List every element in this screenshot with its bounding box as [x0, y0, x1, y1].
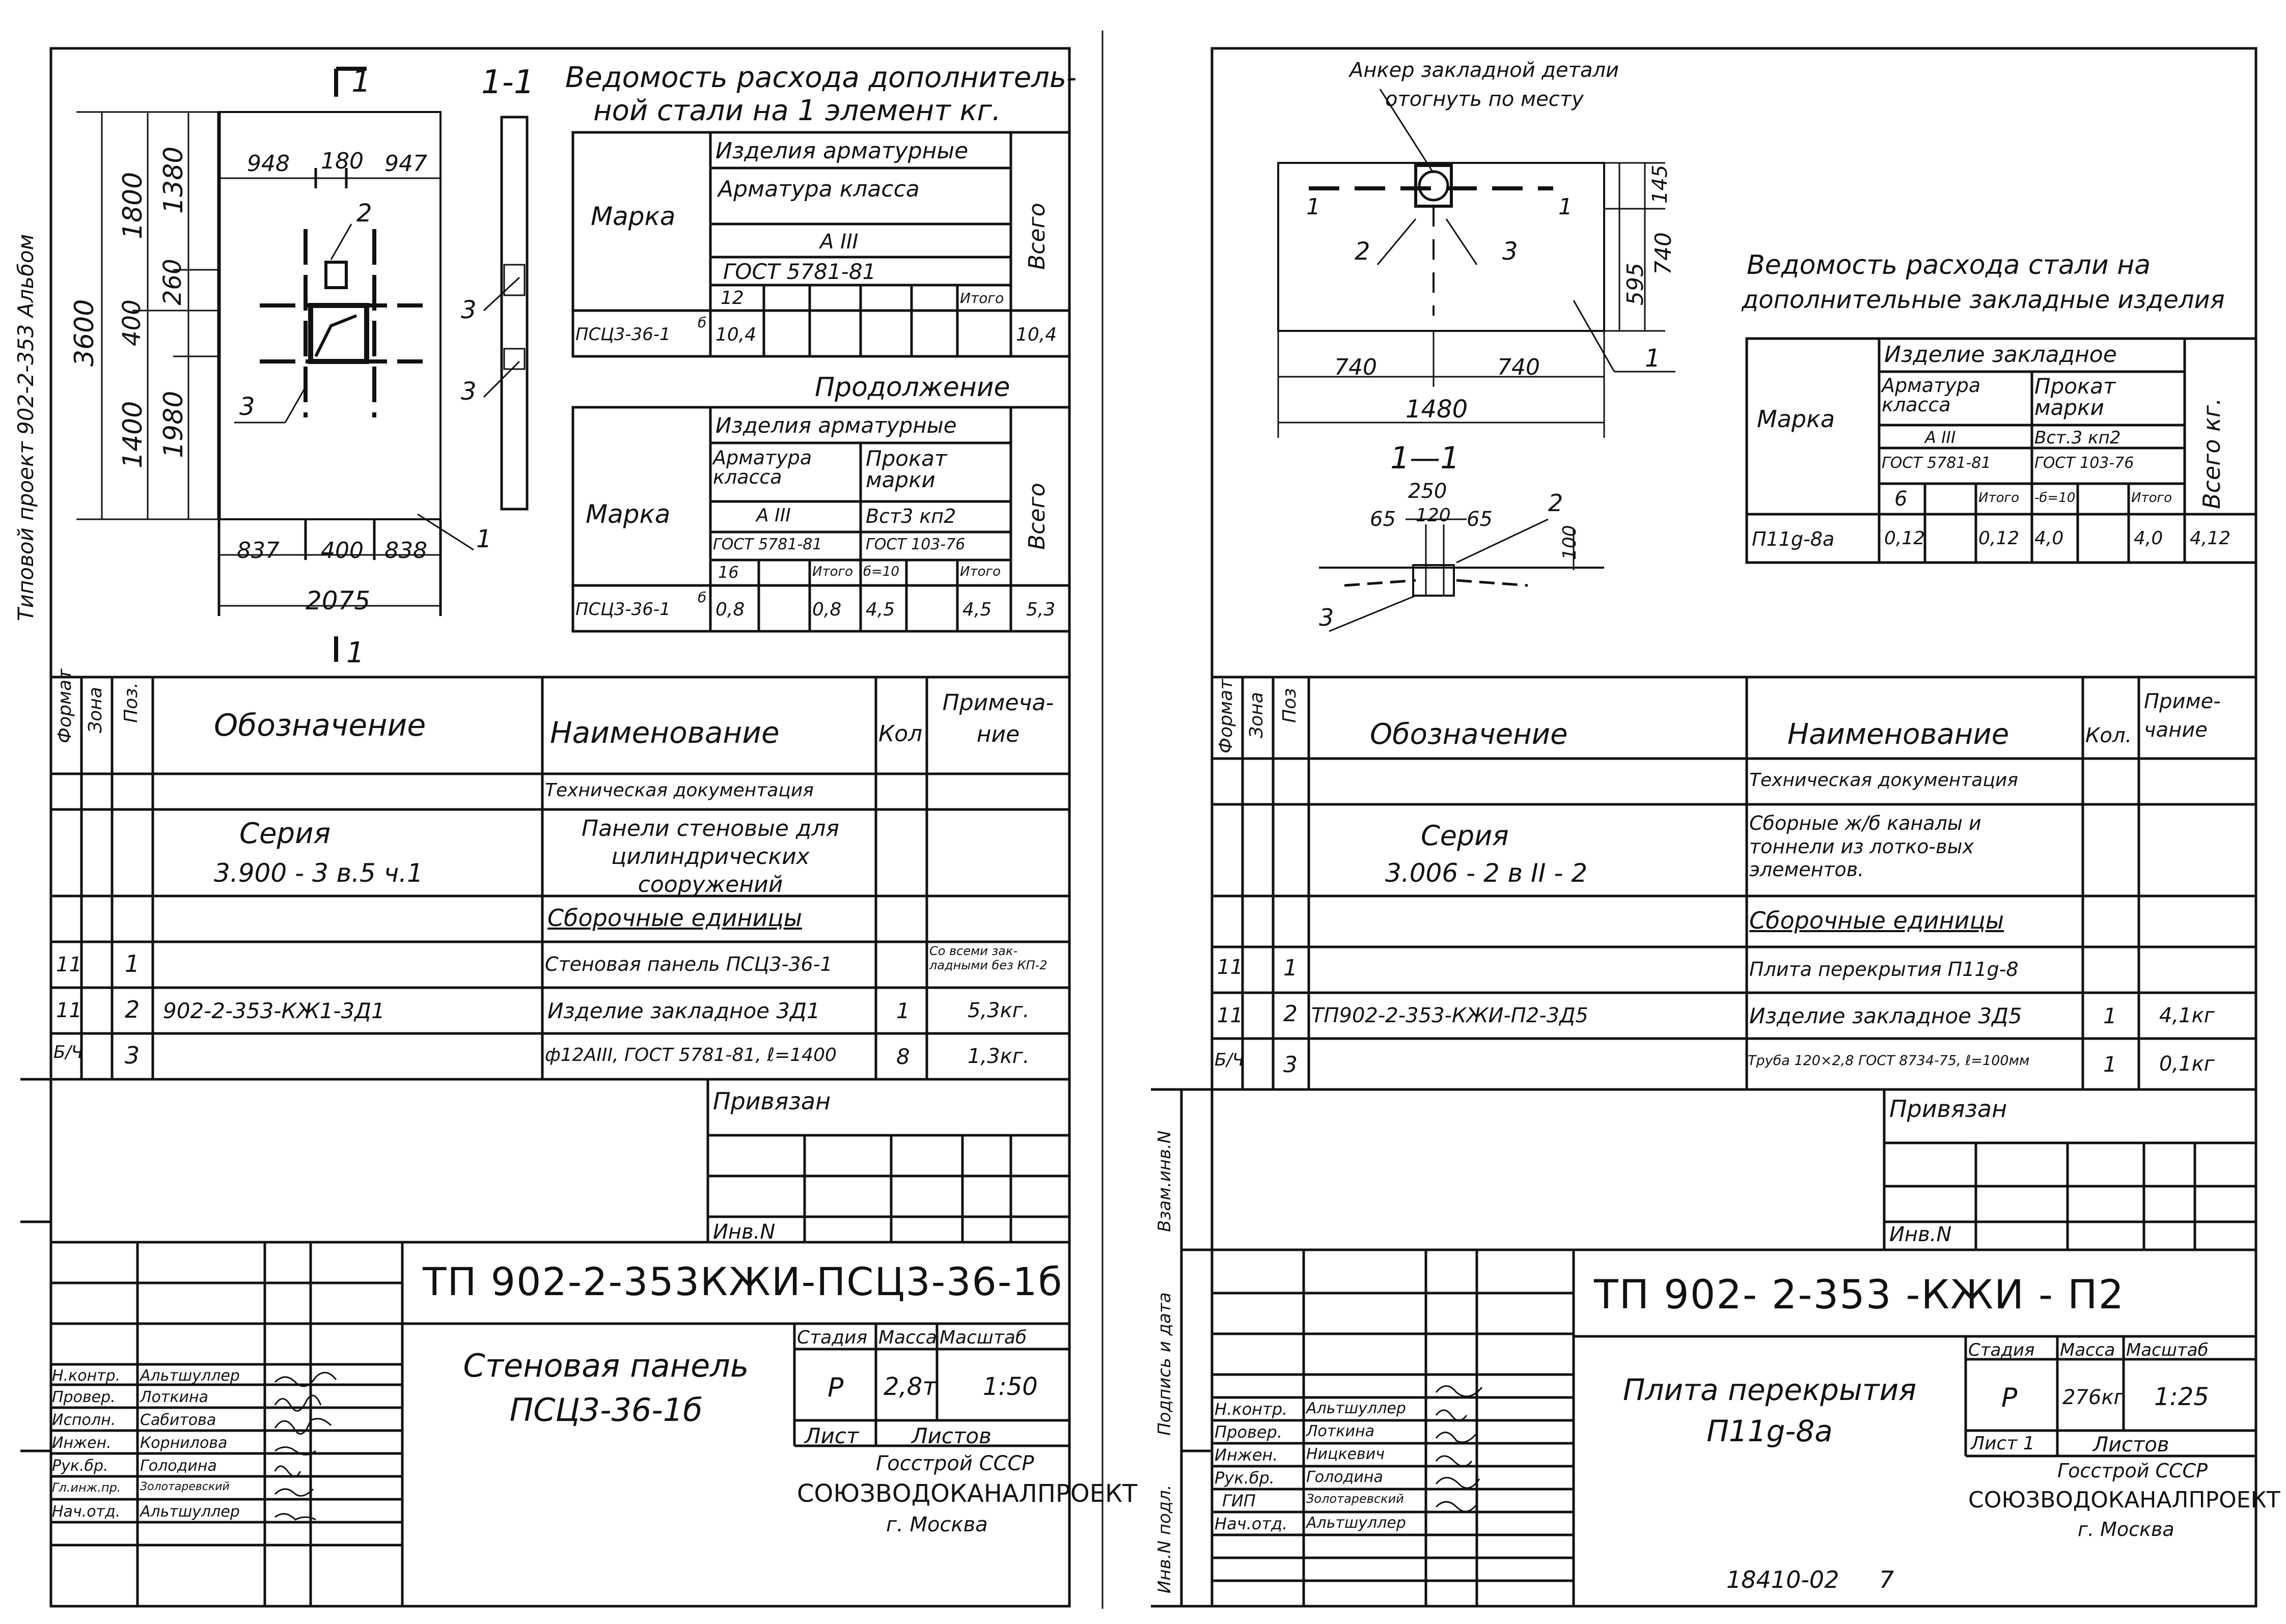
- table-cell: 10,4: [1016, 324, 1057, 345]
- title-cell: Лист 1: [1971, 1433, 2035, 1454]
- role-label: ГИП: [1222, 1491, 1256, 1510]
- spec-cell: 5,3кг.: [968, 999, 1030, 1022]
- name-label: Альтшуллер: [140, 1503, 240, 1521]
- dim-label: 1400: [118, 401, 148, 468]
- table-cell: б: [698, 589, 707, 606]
- table-cell: ГОСТ 5781-81: [713, 536, 822, 553]
- leader-label: 1: [1558, 194, 1573, 220]
- table-cell: 0,12: [1978, 528, 2020, 549]
- spec-cell: 1: [2103, 1052, 2117, 1077]
- title-cell: 276кг: [2062, 1386, 2125, 1409]
- title-cell: 1:25: [2154, 1383, 2209, 1411]
- spec-cell: Труба 120×2,8 ГОСТ 8734-75, ℓ=100мм: [1748, 1053, 2030, 1069]
- table-cell: 4,5: [962, 599, 992, 620]
- table-cell: Итого: [960, 290, 1004, 306]
- spec-header: Зона: [1246, 692, 1267, 738]
- title-cell: 1:50: [983, 1373, 1038, 1401]
- dim-label: 1380: [158, 146, 189, 214]
- table-cell: Вст.3 кп2: [2034, 428, 2121, 448]
- name-label: Сабитова: [140, 1411, 216, 1429]
- footer-page: 7: [1879, 1566, 1894, 1593]
- table-cell: 0,12: [1884, 528, 1925, 549]
- table-cell: Всего: [1024, 483, 1050, 550]
- privyazan-label: Привязан: [713, 1087, 831, 1115]
- name-label: Альтшуллер: [1306, 1514, 1406, 1532]
- spec-cell: Серия: [239, 817, 331, 850]
- table-cell: Итого: [1978, 490, 2020, 506]
- table-cell: ГОСТ 103-76: [2034, 454, 2134, 472]
- table-cell: Всего: [1024, 203, 1050, 270]
- name-label: Лоткина: [1306, 1422, 1375, 1440]
- table-cell: Изделия арматурные: [715, 138, 969, 164]
- inv-label: Инв.N: [1889, 1223, 1952, 1246]
- title-name: Плита перекрытия П11g-8а: [1622, 1373, 1917, 1449]
- title-cell: Масса: [2060, 1340, 2115, 1360]
- title-cell: 2,8т: [884, 1373, 937, 1401]
- table-cell: 10,4: [715, 324, 757, 345]
- spec-header: Поз.: [121, 682, 142, 723]
- dim-label: 947: [384, 151, 427, 177]
- dim-label: 595: [1622, 263, 1648, 305]
- table-cell: А III: [756, 505, 791, 526]
- spec-cell: 11: [1217, 1004, 1243, 1027]
- title-cell: Р: [828, 1373, 844, 1403]
- spec-cell: Сборочные единицы: [547, 904, 803, 932]
- org-name: Госстрой СССР: [2057, 1460, 2208, 1482]
- leader-label: 1: [1306, 194, 1320, 220]
- spec-header: Формат: [54, 668, 75, 743]
- role-label: Инжен.: [52, 1434, 112, 1452]
- leader-label: 3: [461, 377, 477, 406]
- title-cell: Листов: [912, 1423, 991, 1448]
- dim-label: 180: [321, 148, 364, 174]
- dim-label: 100: [1559, 525, 1580, 560]
- spec-cell: Б/Ч: [1215, 1050, 1245, 1070]
- leader-label: 2: [1548, 489, 1563, 517]
- spec-cell: 3: [125, 1042, 140, 1069]
- spec-cell: Б/Ч: [53, 1042, 84, 1062]
- dim-label: 740: [1334, 354, 1377, 380]
- dim-label: 3600: [69, 299, 100, 367]
- spec-cell: 11: [56, 999, 82, 1022]
- role-label: Гл.инж.пр.: [52, 1480, 121, 1495]
- org-name: СОЮЗВОДОКАНАЛПРОЕКТ: [797, 1479, 1138, 1508]
- spec-cell: 902-2-353-КЖ1-3Д1: [163, 998, 385, 1023]
- title-cell: Листов: [2093, 1433, 2169, 1457]
- role-label: Н.контр.: [52, 1367, 121, 1385]
- section-mark: 1: [346, 636, 365, 669]
- table-cell: 4,0: [2034, 528, 2064, 549]
- spec-cell: 1: [2103, 1003, 2117, 1028]
- name-label: Лоткина: [140, 1388, 209, 1406]
- dim-label: 260: [158, 259, 187, 305]
- spec-cell: 2: [125, 996, 140, 1023]
- spec-header: Формат: [1216, 679, 1236, 753]
- dim-label: 740: [1497, 354, 1540, 380]
- title-cell: Стадия: [1968, 1340, 2035, 1360]
- spec-header: Наименование: [550, 715, 780, 750]
- table-cell: 12: [721, 288, 744, 309]
- anchor-note: Анкер закладной детали: [1349, 59, 1619, 82]
- table-cell: Всего кг.: [2198, 398, 2225, 509]
- spec-cell: Техническая документация: [1749, 770, 2018, 791]
- role-label: Рук.бр.: [52, 1457, 108, 1475]
- section-label: 1-1: [481, 64, 535, 101]
- spec-cell: 3.006 - 2 в II - 2: [1385, 858, 1588, 888]
- leader-label: 1: [476, 525, 492, 553]
- spec-header: Кол.: [2085, 724, 2132, 747]
- table-cell: ГОСТ 103-76: [866, 536, 966, 553]
- side-label: Взам.инв.N: [1154, 1130, 1175, 1232]
- spec-cell: Техническая документация: [545, 780, 814, 801]
- role-label: Н.контр.: [1215, 1399, 1288, 1419]
- spec-cell: 1: [1283, 955, 1298, 981]
- spec-cell: Сборочные единицы: [1749, 907, 2004, 934]
- table-cell: 4,12: [2190, 528, 2231, 549]
- dim-label: 740: [1650, 232, 1676, 275]
- spec-cell: 3.900 - 3 в.5 ч.1: [214, 858, 423, 888]
- role-label: Нач.отд.: [1215, 1514, 1288, 1533]
- anchor-note: отогнуть по месту: [1385, 88, 1584, 111]
- role-label: Провер.: [1215, 1422, 1282, 1442]
- doc-code: ТП 902- 2-353 -КЖИ - П2: [1594, 1272, 2125, 1318]
- table-cell: ПСЦ3-36-1: [575, 599, 671, 620]
- title-cell: Лист: [805, 1423, 859, 1448]
- table-cell: Марка: [1757, 405, 1835, 433]
- table-cell: Итого: [812, 564, 853, 579]
- spec-cell: 1,3кг.: [968, 1045, 1030, 1068]
- dim-label: 400: [321, 538, 364, 564]
- leader-label: 3: [1319, 604, 1334, 631]
- dim-label: 1980: [158, 390, 189, 458]
- org-name: г. Москва: [2078, 1518, 2174, 1541]
- name-label: Голодина: [140, 1457, 217, 1475]
- dim-label: 948: [247, 151, 290, 177]
- side-label: Инв.N подл.: [1154, 1485, 1175, 1593]
- spec-cell: Изделие закладное 3Д1: [547, 998, 820, 1023]
- leader-label: 3: [1502, 237, 1518, 266]
- dim-label: 1800: [118, 172, 148, 239]
- spec-header: Примеча-ние: [942, 690, 1054, 747]
- spec-cell: Изделие закладное 3Д5: [1749, 1003, 2022, 1028]
- leader-label: 2: [1355, 237, 1370, 266]
- spec-header: Наименование: [1787, 718, 2009, 751]
- leader-label: 1: [1645, 344, 1661, 373]
- dim-label: 1480: [1406, 395, 1468, 424]
- table-cell: Изделие закладное: [1884, 342, 2117, 368]
- name-label: Голодина: [1306, 1468, 1383, 1486]
- spec-header: Зона: [85, 687, 106, 733]
- role-label: Исполн.: [52, 1411, 116, 1429]
- section-label: 1—1: [1390, 440, 1460, 476]
- dim-label: 837: [237, 538, 280, 564]
- name-label: Альтшуллер: [1306, 1399, 1406, 1417]
- spec-header: Обозначение: [1370, 718, 1568, 751]
- spec-cell: Сборные ж/б каналы и тоннели из лотко-вых элементов.: [1749, 812, 1981, 881]
- table-cell: Итого: [960, 564, 1001, 579]
- sheet-title: Ведомость расхода дополнитель-: [565, 61, 1077, 94]
- title-name: Стеновая панель ПСЦ3-36-1б: [463, 1347, 749, 1429]
- name-label: Корнилова: [140, 1434, 228, 1452]
- spec-cell: 2: [1283, 1001, 1298, 1027]
- doc-code: ТП 902-2-353КЖИ-ПСЦ3-36-1б: [423, 1259, 1063, 1304]
- table-cell: Изделия арматурные: [715, 413, 957, 438]
- role-label: Рук.бр.: [1215, 1468, 1275, 1488]
- sheet-title: ной стали на 1 элемент кг.: [593, 94, 1001, 127]
- spec-header: Поз: [1279, 688, 1300, 723]
- continuation-label: Продолжение: [815, 372, 1010, 403]
- table-cell: Арматура класса: [718, 176, 920, 202]
- spec-cell: Плита перекрытия П11g-8: [1749, 958, 2019, 981]
- footer-number: 18410-02: [1726, 1566, 1839, 1593]
- table-cell: 16: [718, 563, 739, 582]
- table-cell: П11g-8а: [1752, 528, 1835, 550]
- dim-label: 400: [118, 299, 146, 346]
- table-cell: ПСЦ3-36-1: [575, 324, 671, 345]
- table-cell: 0,8: [812, 599, 842, 620]
- spec-cell: 8: [896, 1044, 910, 1069]
- role-label: Провер.: [52, 1388, 116, 1406]
- table-cell: 5,3: [1026, 599, 1056, 620]
- leader-label: 3: [239, 393, 255, 421]
- dim-label: 65: [1467, 508, 1493, 531]
- spec-header: Кол: [878, 721, 923, 747]
- org-name: г. Москва: [886, 1513, 988, 1536]
- spec-cell: Со всеми зак-ладными без КП-2: [929, 944, 1048, 972]
- spec-cell: ф12АIII, ГОСТ 5781-81, ℓ=1400: [545, 1045, 837, 1066]
- dim-label: 65: [1370, 508, 1396, 531]
- table-cell: ГОСТ 5781-81: [1882, 454, 1991, 472]
- table-cell: б: [698, 314, 707, 331]
- table-cell: 0,8: [715, 599, 745, 620]
- section-mark: 1: [351, 64, 371, 99]
- spec-cell: 11: [56, 953, 82, 976]
- title-cell: Масса: [878, 1327, 937, 1348]
- spec-cell: 4,1кг: [2159, 1004, 2215, 1027]
- spec-cell: ТП902-2-353-КЖИ-П2-3Д5: [1311, 1004, 1588, 1027]
- table-cell: Арматура класса: [1882, 374, 1981, 416]
- edge-text: Типовой проект 902-2-353 Альбом: [13, 234, 38, 621]
- dim-label: 2075: [306, 586, 371, 615]
- table-cell: Прокат марки: [866, 446, 947, 492]
- leader-label: 2: [356, 199, 372, 228]
- spec-cell: 1: [125, 950, 140, 977]
- role-label: Нач.отд.: [52, 1503, 121, 1521]
- table-cell: 4,5: [866, 599, 895, 620]
- table-cell: Вст3 кп2: [866, 505, 956, 527]
- sheet-title: дополнительные закладные изделия: [1742, 286, 2225, 314]
- inv-label: Инв.N: [713, 1220, 776, 1244]
- table-cell: 4,0: [2134, 528, 2163, 549]
- dim-label: 120: [1416, 505, 1451, 526]
- table-cell: ГОСТ 5781-81: [723, 259, 876, 284]
- title-cell: Стадия: [797, 1327, 868, 1348]
- table-cell: А III: [1925, 428, 1956, 447]
- spec-cell: Стеновая панель ПСЦ3-36-1: [545, 953, 833, 975]
- name-label: Альтшуллер: [140, 1367, 240, 1385]
- table-cell: -б=10: [2034, 490, 2076, 506]
- spec-cell: 0,1кг: [2159, 1052, 2215, 1076]
- table-cell: Итого: [2131, 490, 2172, 506]
- name-label: Золотаревский: [140, 1480, 230, 1493]
- title-cell: Масштаб: [940, 1327, 1027, 1348]
- spec-cell: Серия: [1421, 820, 1509, 852]
- role-label: Инжен.: [1215, 1445, 1278, 1465]
- spec-cell: 3: [1283, 1052, 1298, 1078]
- spec-cell: Панели стеновые для цилиндрических сооружений: [582, 816, 839, 898]
- privyazan-label: Привязан: [1889, 1095, 2007, 1123]
- spec-header: Приме-чание: [2144, 690, 2221, 742]
- table-cell: б=10: [863, 564, 899, 579]
- title-cell: Р: [2001, 1383, 2018, 1413]
- spec-header: Обозначение: [214, 708, 426, 743]
- dim-label: 838: [384, 538, 427, 564]
- dim-label: 145: [1648, 164, 1672, 204]
- table-cell: Арматура класса: [713, 446, 812, 488]
- side-label: Подпись и дата: [1154, 1292, 1175, 1436]
- sheet-title: Ведомость расхода стали на: [1747, 250, 2151, 281]
- table-cell: А III: [820, 230, 859, 254]
- name-label: Золотаревский: [1306, 1492, 1404, 1506]
- org-name: Госстрой СССР: [876, 1452, 1034, 1475]
- table-cell: Марка: [586, 499, 671, 529]
- table-cell: Прокат марки: [2034, 374, 2116, 420]
- table-cell: 6: [1894, 487, 1908, 511]
- leader-label: 3: [461, 296, 477, 324]
- table-cell: Марка: [591, 202, 676, 231]
- org-name: СОЮЗВОДОКАНАЛПРОЕКТ: [1968, 1487, 2280, 1513]
- title-cell: Масштаб: [2126, 1340, 2209, 1360]
- dim-label: 250: [1408, 480, 1447, 503]
- spec-cell: 1: [896, 998, 910, 1023]
- spec-cell: 11: [1217, 956, 1243, 979]
- name-label: Ницкевич: [1306, 1445, 1385, 1463]
